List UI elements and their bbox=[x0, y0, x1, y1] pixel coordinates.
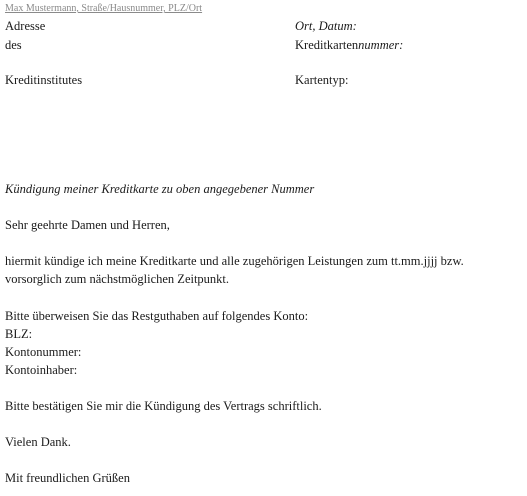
recipient-address-line-1: Adresse bbox=[5, 19, 46, 33]
salutation: Sehr geehrte Damen und Herren, bbox=[5, 218, 170, 232]
body-paragraph-line-1: hiermit kündige ich meine Kreditkarte und alle zugehörigen Leistungen zum tt.mm.jjjj bzw. bbox=[5, 254, 464, 268]
sender-address-line: Max Mustermann, Straße/Hausnummer, PLZ/Ort bbox=[5, 3, 203, 14]
account-holder-label: Kontoinhaber: bbox=[5, 363, 78, 377]
recipient-address-line-3: Kreditinstitutes bbox=[5, 73, 83, 87]
confirmation-request: Bitte bestätigen Sie mir die Kündigung des Vertrags schriftlich. bbox=[5, 399, 322, 413]
closing-line: Mit freundlichen Grüßen bbox=[5, 471, 130, 485]
blz-label: BLZ: bbox=[5, 327, 33, 341]
account-number-label: Kontonummer: bbox=[5, 345, 82, 359]
letter-subject: Kündigung meiner Kreditkarte zu oben angegebener Nummer bbox=[5, 182, 315, 196]
transfer-request: Bitte überweisen Sie das Restguthaben auf folgendes Konto: bbox=[5, 309, 309, 323]
card-number-label-suffix: nummer: bbox=[358, 38, 404, 52]
card-number-label-prefix: Kreditkarten bbox=[295, 38, 359, 52]
card-type-label: Kartentyp: bbox=[295, 73, 349, 87]
recipient-address-line-2: des bbox=[5, 38, 22, 52]
place-date-label: Ort, Datum: bbox=[295, 19, 357, 33]
body-paragraph-line-2: vorsorglich zum nächstmöglichen Zeitpunkt. bbox=[5, 272, 230, 286]
thanks-line: Vielen Dank. bbox=[5, 435, 71, 449]
card-number-label bbox=[295, 38, 403, 53]
